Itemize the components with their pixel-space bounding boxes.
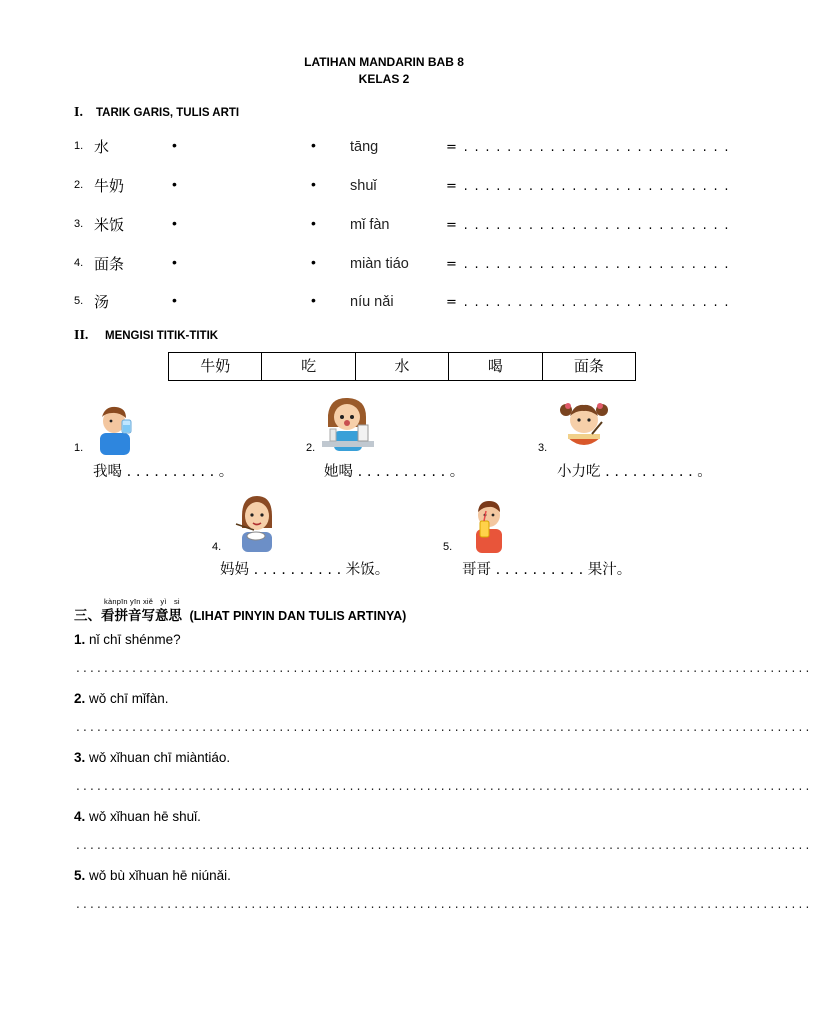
row-number: 1. [74,140,84,152]
answer-dot-line[interactable]: ......................................................................................................... [76,779,813,793]
answer-line[interactable]: = . . . . . . . . . . . . . . . . . . . . . . . . . [446,140,730,155]
ruby-syllable: pīn [116,597,128,606]
fill-sentence[interactable]: 小力吃 . . . . . . . . . . 。 [557,464,712,480]
pinyin-word: shuǐ [350,178,377,194]
question-text: wǒ bù xǐhuan hē niúnǎi. [89,868,231,883]
right-dot[interactable]: • [311,215,316,231]
question [74,750,230,765]
left-dot[interactable]: • [172,215,177,231]
page-title: LATIHAN MANDARIN BAB 8 [304,55,464,69]
question [74,632,181,647]
boy-drinking-juice-illustration [468,497,508,553]
section3-title-latin: (LIHAT PINYIN DAN TULIS ARTINYA) [189,609,407,623]
left-dot[interactable]: • [172,254,177,270]
right-dot[interactable]: • [311,254,316,270]
picture-number: 2. [306,442,316,454]
left-dot[interactable]: • [172,176,177,192]
section1-roman: I. [74,105,83,120]
section2-title: MENGISI TITIK-TITIK [105,330,219,342]
question-number: 3. [74,750,86,765]
mother-eating-rice-illustration [234,494,280,552]
question-number: 1. [74,632,86,647]
pinyin-word: níu nǎi [350,294,394,310]
hanzi-word: 汤 [94,293,110,311]
fill-sentence[interactable]: 哥哥 . . . . . . . . . . 果汁。 [462,562,632,578]
picture-number: 3. [538,442,548,454]
question-number: 4. [74,809,86,824]
question-text: wǒ xǐhuan chī miàntiáo. [89,750,231,765]
answer-line[interactable]: = . . . . . . . . . . . . . . . . . . . . . . . . . [446,257,730,272]
section2-roman: II. [74,328,89,343]
section1-title: TARIK GARIS, TULIS ARTI [96,107,240,119]
row-number: 5. [74,295,84,307]
hanzi-word: 米饭 [94,216,125,234]
word-bank-cell: 喝 [449,353,542,380]
right-dot[interactable]: • [311,176,316,192]
word-bank-cell: 牛奶 [169,353,262,380]
hanzi-word: 水 [94,138,110,156]
hanzi-word: 面条 [94,255,125,273]
question [74,868,231,883]
girl-eating-noodles-illustration [556,400,614,452]
question [74,809,201,824]
answer-line[interactable]: = . . . . . . . . . . . . . . . . . . . . . . . . . [446,295,730,310]
ruby-syllable: yì [160,597,167,606]
question-number: 2. [74,691,86,706]
page-subtitle: KELAS 2 [358,72,410,86]
question [74,691,169,706]
fill-sentence[interactable]: 我喝 . . . . . . . . . . 。 [93,464,234,480]
picture-number: 5. [443,541,453,553]
right-dot[interactable]: • [311,292,316,308]
hanzi-word: 牛奶 [94,177,125,195]
left-dot[interactable]: • [172,292,177,308]
picture-number: 1. [74,442,84,454]
fill-sentence[interactable]: 她喝 . . . . . . . . . . 。 [324,464,465,480]
question-text: wǒ chī mǐfàn. [89,691,169,706]
word-bank [168,352,636,381]
row-number: 2. [74,179,84,191]
left-dot[interactable]: • [172,137,177,153]
ruby-syllable: yīn [130,597,141,606]
word-bank-cell: 吃 [262,353,355,380]
section3-title-hanzi: 看拼音写意思 [101,608,182,624]
row-number: 3. [74,218,84,230]
ruby-syllable: xiě [142,597,154,606]
row-number: 4. [74,257,84,269]
answer-line[interactable]: = . . . . . . . . . . . . . . . . . . . . . . . . . [446,179,730,194]
picture-number: 4. [212,541,222,553]
fill-sentence[interactable]: 妈妈 . . . . . . . . . . 米饭。 [220,562,390,578]
girl-drinking-milk-illustration [318,395,378,453]
answer-line[interactable]: = . . . . . . . . . . . . . . . . . . . . . . . . . [446,218,730,233]
section3-prefix: 三、 [74,608,101,624]
pinyin-word: miàn tiáo [350,256,409,272]
question-text: wǒ xǐhuan hē shuǐ. [89,809,201,824]
answer-dot-line[interactable]: ......................................................................................................... [76,897,813,911]
boy-drinking-water-illustration [92,403,142,455]
answer-dot-line[interactable]: ......................................................................................................... [76,838,813,852]
pinyin-word: mǐ fàn [350,217,390,233]
question-number: 5. [74,868,86,883]
pinyin-word: tāng [350,139,379,155]
ruby-syllable: si [173,597,180,606]
section3-heading [74,604,406,625]
answer-dot-line[interactable]: ......................................................................................................... [76,720,813,734]
answer-dot-line[interactable]: ......................................................................................................... [76,661,813,675]
ruby-syllable: kàn [104,597,117,606]
question-text: nǐ chī shénme? [89,632,181,647]
word-bank-cell: 面条 [573,357,604,375]
right-dot[interactable]: • [311,137,316,153]
word-bank-cell: 水 [356,353,449,380]
